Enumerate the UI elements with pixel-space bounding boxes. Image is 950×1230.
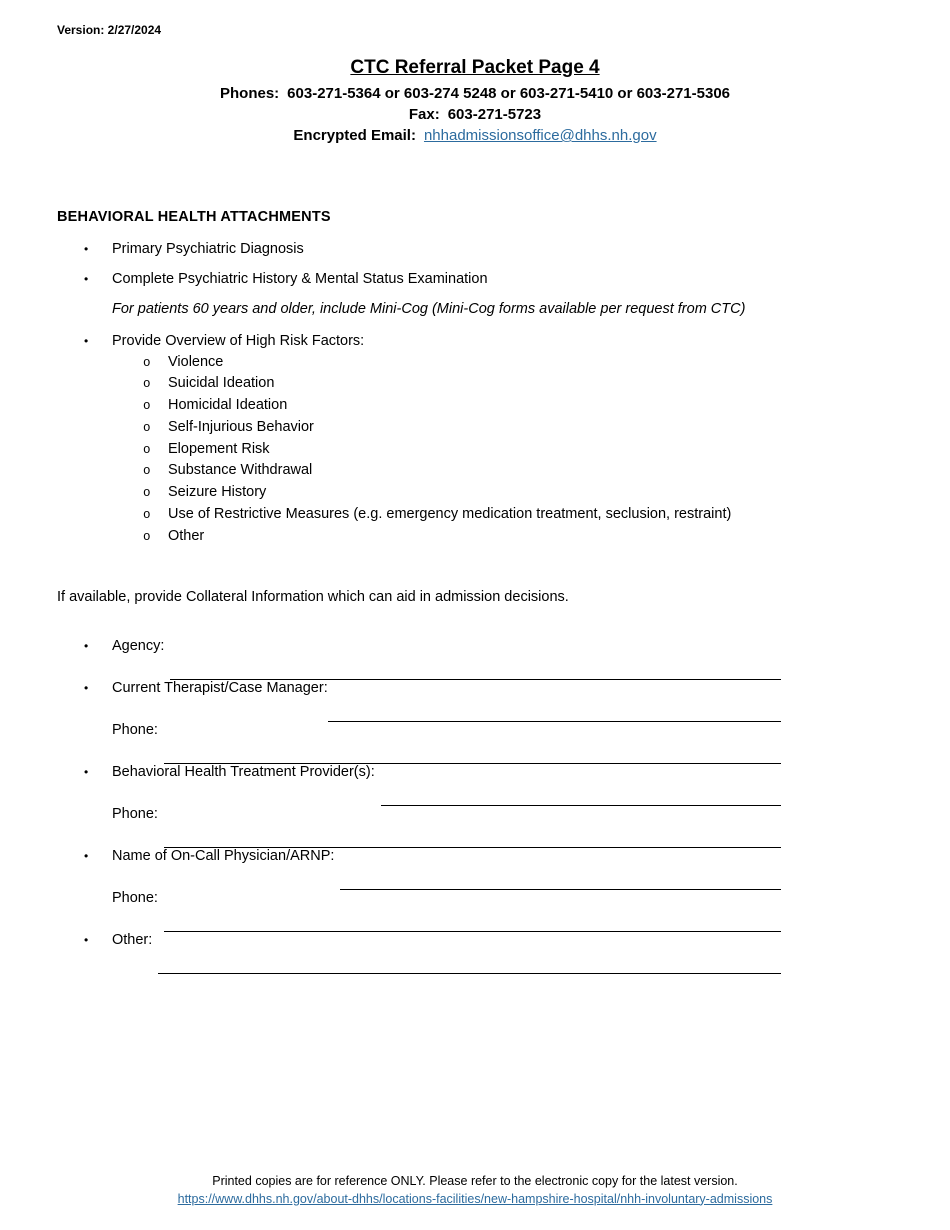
collateral-section — [57, 589, 781, 974]
sublist-item — [143, 417, 897, 439]
email-label: Encrypted Email: — [293, 127, 416, 144]
sublist-item-label: Use of Restrictive Measures (e.g. emergency medication treatment, seclusion, restraint) — [168, 506, 732, 523]
page-footer — [0, 1173, 950, 1208]
bullet-icon — [57, 639, 112, 653]
field-label: Name of On-Call Physician/ARNP: — [112, 848, 335, 864]
list-item-label: Primary Psychiatric Diagnosis — [112, 241, 304, 257]
attachments-list — [57, 241, 897, 548]
circle-bullet-icon — [143, 483, 168, 504]
sublist-item — [143, 526, 897, 548]
current-therapist-field-line[interactable] — [328, 702, 781, 722]
field-row-oncall-physician — [57, 848, 781, 890]
list-item-label: Complete Psychiatric History & Mental Status Examination — [112, 271, 488, 287]
bullet-icon — [57, 681, 112, 695]
field-label: Current Therapist/Case Manager: — [112, 680, 328, 696]
circle-bullet-icon — [143, 396, 168, 417]
sublist-item — [143, 460, 897, 482]
phone-field-line[interactable] — [164, 828, 781, 848]
sublist-item — [143, 482, 897, 504]
attachments-heading: BEHAVIORAL HEALTH ATTACHMENTS — [57, 209, 331, 225]
sublist-item-label: Substance Withdrawal — [168, 462, 313, 479]
bullet-icon — [57, 272, 112, 286]
sublist-item-label: Self-Injurious Behavior — [168, 418, 314, 435]
circle-bullet-icon — [143, 440, 168, 461]
page-header — [0, 57, 950, 146]
phone-field-line[interactable] — [164, 912, 781, 932]
sublist-item-label: Elopement Risk — [168, 440, 270, 457]
field-row-phone-1 — [57, 722, 781, 764]
page-title: CTC Referral Packet Page 4 — [350, 57, 600, 78]
phone-field-line[interactable] — [164, 744, 781, 764]
risk-factors-sublist — [143, 352, 897, 548]
sublist-item-label: Seizure History — [168, 484, 267, 501]
bh-provider-field-line[interactable] — [381, 786, 781, 806]
email-line — [0, 125, 950, 146]
version-label: Version: 2/27/2024 — [57, 23, 162, 37]
list-item — [57, 333, 897, 349]
fax-value: 603-271-5723 — [447, 106, 542, 123]
footer-note: Printed copies are for reference ONLY. Please refer to the electronic copy for the latest version. — [212, 1174, 738, 1188]
bullet-icon — [57, 334, 112, 348]
mini-cog-note: For patients 60 years and older, include Mini-Cog (Mini-Cog forms available per request from CTC) — [112, 301, 746, 317]
sublist-item — [143, 439, 897, 461]
field-label: Phone: — [112, 890, 158, 906]
oncall-physician-field-line[interactable] — [340, 870, 781, 890]
field-label: Other: — [112, 932, 153, 948]
field-row-current-therapist — [57, 680, 781, 722]
field-row-bh-provider — [57, 764, 781, 806]
phones-line — [0, 83, 950, 104]
sublist-item-label: Suicidal Ideation — [168, 375, 275, 392]
field-row-agency — [57, 638, 781, 680]
list-item — [57, 271, 897, 287]
field-row-phone-2 — [57, 806, 781, 848]
bullet-icon — [57, 849, 112, 863]
field-label: Behavioral Health Treatment Provider(s): — [112, 764, 375, 780]
bullet-icon — [57, 933, 112, 947]
footer-link[interactable]: https://www.dhhs.nh.gov/about-dhhs/locations-facilities/new-hampshire-hospital/nhh-involuntary-admissions — [177, 1191, 773, 1206]
circle-bullet-icon — [143, 353, 168, 374]
circle-bullet-icon — [143, 374, 168, 395]
sublist-item — [143, 352, 897, 374]
collateral-intro: If available, provide Collateral Information which can aid in admission decisions. — [57, 589, 569, 605]
field-row-other — [57, 932, 781, 974]
field-label: Agency: — [112, 638, 165, 654]
list-item-label: Provide Overview of High Risk Factors: — [112, 332, 365, 349]
field-label: Phone: — [112, 806, 158, 822]
field-row-phone-3 — [57, 890, 781, 932]
field-label: Phone: — [112, 722, 158, 738]
sublist-item — [143, 395, 897, 417]
sublist-item-label: Violence — [168, 353, 224, 370]
phones-value: 603-271-5364 or 603-274 5248 or 603-271-5410 or 603-271-5306 — [287, 85, 731, 102]
circle-bullet-icon — [143, 505, 168, 526]
other-field-line[interactable] — [158, 954, 781, 974]
circle-bullet-icon — [143, 461, 168, 482]
sublist-item-label: Homicidal Ideation — [168, 397, 288, 414]
phones-label: Phones: — [219, 85, 280, 102]
circle-bullet-icon — [143, 527, 168, 548]
sublist-item — [143, 504, 897, 526]
sublist-item — [143, 373, 897, 395]
bullet-icon — [57, 242, 112, 256]
circle-bullet-icon — [143, 418, 168, 439]
fax-label: Fax: — [408, 106, 440, 123]
bullet-icon — [57, 765, 112, 779]
fax-line — [0, 104, 950, 125]
agency-field-line[interactable] — [170, 660, 781, 680]
sublist-item-label: Other — [168, 527, 205, 544]
list-item — [57, 241, 897, 257]
encrypted-email-link[interactable]: nhhadmissionsoffice@dhhs.nh.gov — [423, 127, 657, 144]
